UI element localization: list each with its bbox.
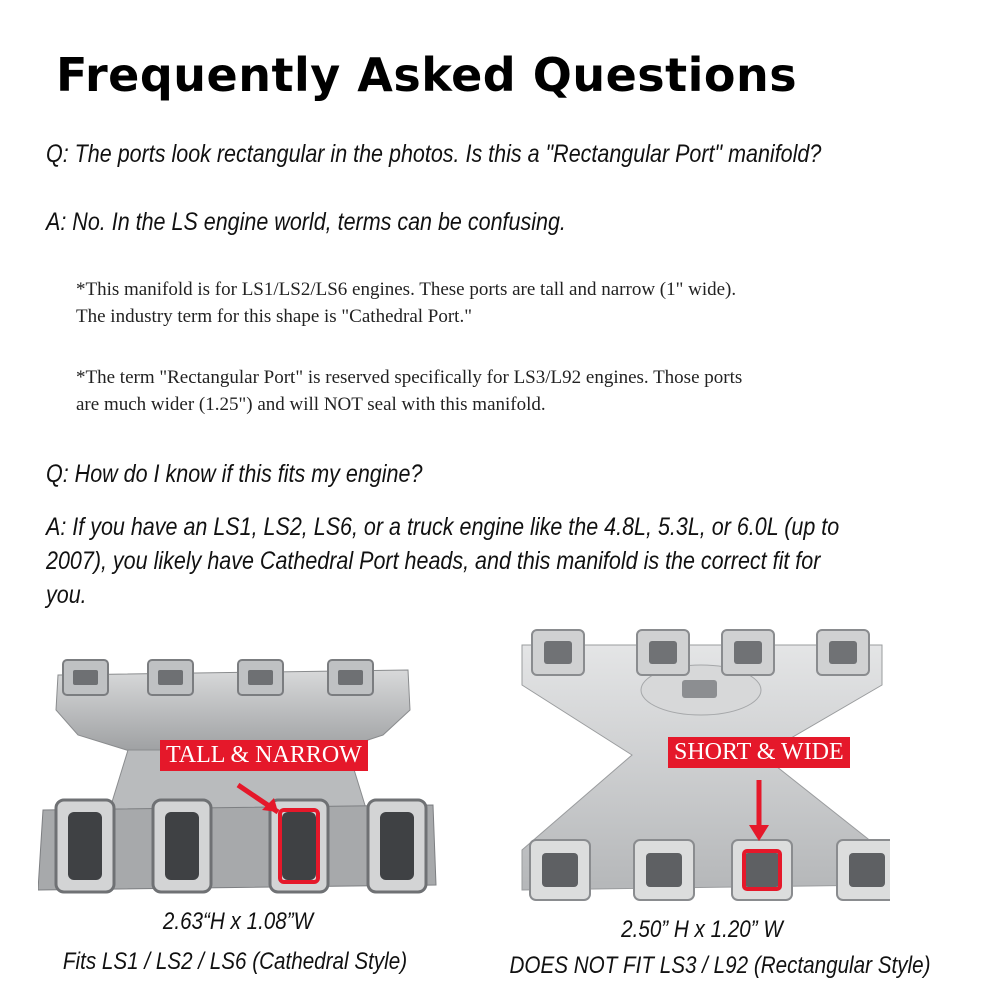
answer-2 (46, 510, 906, 612)
rectangular-dimensions: 2.50” H x 1.20” W (621, 916, 783, 943)
tall-narrow-label: TALL & NARROW (160, 740, 368, 771)
short-wide-label: SHORT & WIDE (668, 737, 850, 768)
note-cathedral-line-2: The industry term for this shape is "Cathedral Port." (76, 306, 472, 327)
answer-1: A: No. In the LS engine world, terms can be confusing. (46, 208, 566, 236)
note-rectangular (76, 364, 956, 418)
note-cathedral-line-1: *This manifold is for LS1/LS2/LS6 engines. These ports are tall and narrow (1" wide). (76, 279, 737, 300)
answer-2-line-2: 2007), you likely have Cathedral Port heads, and this manifold is the correct fit for (46, 547, 821, 575)
rectangular-manifold-image (512, 625, 890, 915)
question-2: Q: How do I know if this fits my engine? (46, 460, 423, 488)
answer-2-line-1: A: If you have an LS1, LS2, LS6, or a truck engine like the 4.8L, 5.3L, or 6.0L (up to (46, 513, 840, 541)
cathedral-dimensions: 2.63“H x 1.08”W (162, 908, 314, 935)
note-rectangular-line-1: *The term "Rectangular Port" is reserved specifically for LS3/L92 engines. Those ports (76, 367, 743, 388)
note-cathedral (76, 276, 956, 330)
note-rectangular-line-2: are much wider (1.25") and will NOT seal with this manifold. (76, 394, 546, 415)
answer-2-line-3: you. (46, 581, 87, 609)
cathedral-fit: Fits LS1 / LS2 / LS6 (Cathedral Style) (62, 948, 408, 975)
page-title: Frequently Asked Questions (56, 48, 798, 102)
rectangular-fit: DOES NOT FIT LS3 / L92 (Rectangular Style) (509, 952, 931, 979)
cathedral-manifold-image (38, 640, 438, 905)
question-1: Q: The ports look rectangular in the photos. Is this a "Rectangular Port" manifold? (46, 140, 822, 168)
